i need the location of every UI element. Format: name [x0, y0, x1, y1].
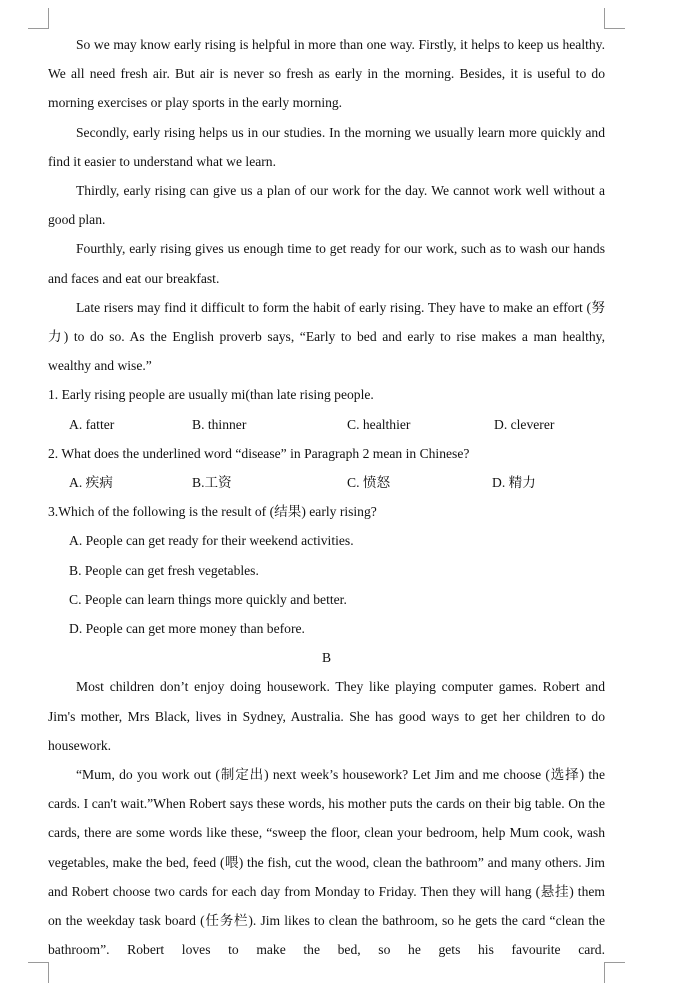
option-b: B. thinner [192, 416, 247, 432]
option-a: A. People can get ready for their weekend activities. [69, 533, 354, 549]
option-c: C. People can learn things more quickly and better. [69, 591, 347, 607]
option-d: D. cleverer [494, 416, 555, 432]
passage-a-paragraph: Late risers may find it difficult to form the habit of early rising. They have to make an effort (努力) to do so. As the English proverb says, “Early to bed and early to rise makes a man healthy, wealthy and wise.” [48, 299, 605, 374]
passage-a-paragraph: Secondly, early rising helps us in our studies. In the morning we usually learn more quickly and find it easier to understand what we learn. [48, 124, 605, 169]
question-3-stem: 3.Which of the following is the result of (结果) early rising? [48, 504, 377, 520]
question-2-stem: 2. What does the underlined word “disease” in Paragraph 2 mean in Chinese? [48, 445, 470, 461]
option-c: C. healthier [347, 416, 411, 432]
crop-mark-top-right [604, 8, 625, 29]
crop-mark-bottom-right [604, 962, 625, 983]
crop-mark-bottom-left [28, 962, 49, 983]
option-a: A. fatter [69, 416, 115, 432]
option-c: C. 愤怒 [347, 475, 391, 491]
passage-b-paragraph: “Mum, do you work out (制定出) next week’s housework? Let Jim and me choose (选择) the cards. I can't wait.”When Robert says these words, his mother puts the cards on their big table. On the cards, there are some words like these, “sweep the floor, clean your bedroom, help Mum cook, wash vegetables, make the bed, feed (喂) the fish, cut the wood, clean the bathroom” and many others. Jim and Robert choose two cards for each day from Monday to Friday. Then they will hang (悬挂) them on the weekday task board (任务栏). Jim likes to clean the bathroom, so he gets the card “clean the bathroom”. Robert loves to make the bed, so he gets his favourite card. [48, 767, 605, 958]
question-1-options [48, 410, 605, 439]
passage-b-paragraph: Most children don’t enjoy doing housework. They like playing computer games. Robert and Jim's mother, Mrs Black, lives in Sydney, Australia. She has good ways to get her children to do housework. [48, 679, 605, 753]
question-2-options [48, 468, 605, 497]
option-d: D. 精力 [492, 475, 536, 491]
page-content [48, 30, 605, 964]
passage-a-paragraph: Fourthly, early rising gives us enough time to get ready for our work, such as to wash our hands and faces and eat our breakfast. [48, 241, 605, 286]
option-a: A. 疾病 [69, 475, 113, 491]
option-d: D. People can get more money than before. [69, 621, 305, 637]
passage-a-paragraph: So we may know early rising is helpful in more than one way. Firstly, it helps to keep us healthy. We all need fresh air. But air is never so fresh as early in the morning. Besides, it is useful to do morning exercises or play sports in the early morning. [48, 37, 605, 111]
option-b: B. People can get fresh vegetables. [69, 562, 259, 578]
option-b: B.工资 [192, 475, 232, 491]
crop-mark-top-left [28, 8, 49, 29]
question-1-stem: 1. Early rising people are usually mi(than late rising people. [48, 387, 374, 403]
section-b-heading: B [321, 650, 332, 666]
passage-a-paragraph: Thirdly, early rising can give us a plan of our work for the day. We cannot work well without a good plan. [48, 183, 605, 228]
